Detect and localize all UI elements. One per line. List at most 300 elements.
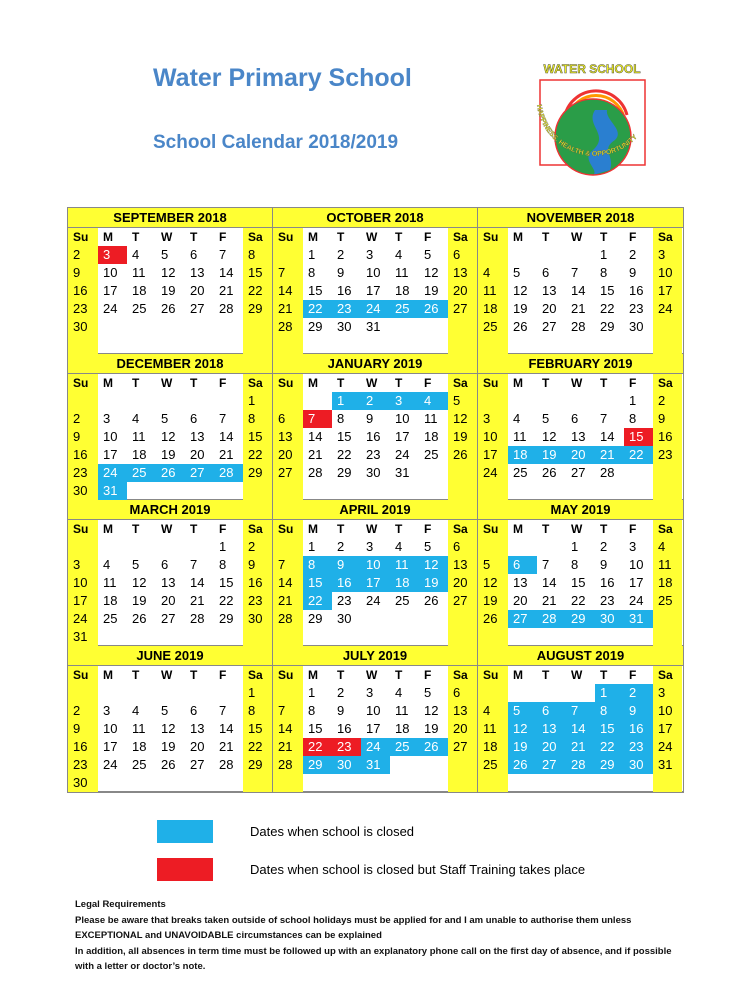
month-days [68,520,272,646]
day-cell: 3 [103,411,111,426]
day-cell: 16 [68,446,98,464]
weekday-header: T [337,668,345,682]
weekday-header: T [337,230,345,244]
day-cell: 13 [448,702,477,720]
weekday-header: T [600,522,608,536]
day-cell: 26 [424,593,439,608]
day-cell: 19 [448,428,477,446]
weekday-header: Su [68,666,98,684]
empty-cell [566,392,595,410]
empty-cell [508,392,537,410]
day-cell: 14 [273,282,303,300]
day-cell: 18 [390,574,419,592]
empty-cell [185,538,214,556]
day-cell: 16 [624,720,653,738]
weekday-header: Su [68,520,98,538]
day-cell: 8 [337,411,345,426]
empty-cell [508,246,537,264]
empty-cell [390,610,419,628]
day-cell: 28 [600,465,615,480]
day-cell: 8 [243,702,272,720]
empty-cell [185,628,214,646]
empty-cell [332,628,361,646]
day-cell: 19 [424,283,439,298]
empty-cell [273,246,303,264]
day-cell: 11 [395,265,409,280]
day-cell: 21 [219,283,234,298]
weekday-header: W [571,668,583,682]
day-cell: 28 [537,610,566,628]
day-cell: 28 [566,756,595,774]
day-cell: 11 [478,720,508,738]
day-cell: 29 [337,465,352,480]
day-cell: 4 [132,411,140,426]
day-cell: 6 [508,556,537,574]
day-cell: 28 [219,301,234,316]
day-cell: 26 [508,756,537,774]
day-cell: 16 [337,283,352,298]
day-cell: 17 [653,282,682,300]
day-cell: 25 [132,301,147,316]
empty-cell [508,538,537,556]
day-cell: 2 [337,539,345,554]
day-cell: 5 [161,411,169,426]
empty-cell [185,318,214,336]
empty-cell [508,774,537,792]
day-cell: 31 [366,319,381,334]
empty-cell [478,336,508,354]
day-cell: 27 [448,738,477,756]
day-cell: 20 [190,447,205,462]
empty-cell [537,538,566,556]
day-cell: 5 [424,685,432,700]
legend-training-label: Dates when school is closed but Staff Training takes place [250,862,586,877]
day-cell: 4 [395,247,403,262]
day-cell: 28 [214,464,243,482]
month-block [273,354,478,500]
day-cell: 19 [132,593,147,608]
day-cell: 7 [219,411,227,426]
day-cell: 6 [190,247,198,262]
day-cell: 12 [542,429,557,444]
weekday-header: Sa [243,228,272,246]
empty-cell [508,684,537,702]
day-cell: 3 [366,539,374,554]
day-cell: 30 [337,611,352,626]
day-cell: 22 [303,592,332,610]
day-cell: 1 [571,539,579,554]
day-cell: 4 [419,392,448,410]
day-cell: 22 [243,282,272,300]
day-cell: 17 [629,575,644,590]
day-cell: 18 [478,300,508,318]
day-cell: 23 [332,738,361,756]
weekday-header: Su [478,374,508,392]
empty-cell [156,684,185,702]
empty-cell [448,482,477,500]
legend-closed-swatch [157,820,213,843]
day-cell: 25 [127,464,156,482]
day-cell: 17 [103,447,118,462]
day-cell: 23 [68,300,98,318]
day-cell: 10 [103,429,118,444]
empty-cell [624,482,653,500]
empty-cell [332,482,361,500]
day-cell: 11 [478,282,508,300]
month-days [273,374,477,500]
day-cell: 11 [103,575,117,590]
day-cell: 16 [629,283,644,298]
day-cell: 9 [624,702,653,720]
day-cell: 25 [478,756,508,774]
day-cell: 8 [629,411,637,426]
weekday-header: T [542,668,550,682]
weekday-header: Su [273,374,303,392]
empty-cell [243,336,272,354]
day-cell: 23 [332,300,361,318]
empty-cell [537,774,566,792]
weekday-header: T [395,668,403,682]
weekday-header: M [103,376,113,390]
weekday-header: W [161,376,173,390]
day-cell: 9 [332,556,361,574]
day-cell: 20 [273,446,303,464]
day-cell: 27 [448,592,477,610]
empty-cell [419,610,448,628]
day-cell: 10 [361,556,390,574]
day-cell: 21 [273,592,303,610]
day-cell: 23 [243,592,272,610]
weekday-header: Sa [243,666,272,684]
day-cell: 16 [68,282,98,300]
day-cell: 7 [273,556,303,574]
day-cell: 28 [190,611,205,626]
empty-cell [595,482,624,500]
day-cell: 24 [653,300,682,318]
empty-cell [448,336,477,354]
day-cell: 28 [273,318,303,336]
empty-cell [624,628,653,646]
empty-cell [537,684,566,702]
day-cell: 5 [508,702,537,720]
empty-cell [390,482,419,500]
day-cell: 2 [68,410,98,428]
empty-cell [68,392,98,410]
empty-cell [566,336,595,354]
day-cell: 28 [219,757,234,772]
day-cell: 11 [424,411,438,426]
weekday-header: F [424,230,432,244]
day-cell: 21 [308,447,323,462]
day-cell: 9 [600,557,608,572]
day-cell: 4 [395,685,403,700]
empty-cell [214,318,243,336]
day-cell: 5 [424,539,432,554]
legend-training-swatch [157,858,213,881]
empty-cell [243,318,272,336]
day-cell: 30 [624,756,653,774]
day-cell: 25 [132,757,147,772]
day-cell: 22 [303,300,332,318]
day-cell: 6 [537,702,566,720]
day-cell: 12 [513,283,528,298]
day-cell: 5 [161,247,169,262]
empty-cell [595,774,624,792]
day-cell: 13 [190,429,205,444]
legal-requirements [75,897,675,975]
day-cell: 3 [68,556,98,574]
day-cell: 7 [571,265,579,280]
day-cell: 15 [303,574,332,592]
school-logo [515,55,670,200]
weekday-header: T [132,376,140,390]
empty-cell [273,336,303,354]
month-days [68,374,272,500]
weekday-header: T [395,522,403,536]
weekday-header: Su [478,520,508,538]
weekday-header: Su [68,374,98,392]
empty-cell [419,336,448,354]
weekday-header: T [542,230,550,244]
day-cell: 29 [243,464,272,482]
day-cell: 17 [366,721,381,736]
empty-cell [390,628,419,646]
day-cell: 13 [513,575,528,590]
empty-cell [303,336,332,354]
day-cell: 6 [190,703,198,718]
day-cell: 26 [132,611,147,626]
day-cell: 5 [542,411,550,426]
weekday-header: T [132,668,140,682]
day-cell: 30 [68,482,98,500]
weekday-header: F [629,668,637,682]
empty-cell [156,392,185,410]
day-cell: 12 [161,265,176,280]
weekday-header: T [132,522,140,536]
day-cell: 1 [308,685,316,700]
empty-cell [273,774,303,792]
day-cell: 6 [161,557,169,572]
day-cell: 3 [653,246,682,264]
day-cell: 9 [68,264,98,282]
day-cell: 8 [243,410,272,428]
day-cell: 21 [273,738,303,756]
day-cell: 2 [337,247,345,262]
day-cell: 27 [542,319,557,334]
empty-cell [303,774,332,792]
day-cell: 15 [624,428,653,446]
day-cell: 14 [571,283,586,298]
day-cell: 22 [243,738,272,756]
day-cell: 2 [243,538,272,556]
day-cell: 16 [600,575,615,590]
empty-cell [566,684,595,702]
empty-cell [448,464,477,482]
day-cell: 4 [478,264,508,282]
day-cell: 4 [478,702,508,720]
day-cell: 18 [395,283,410,298]
day-cell: 27 [571,465,586,480]
day-cell: 9 [68,428,98,446]
day-cell: 31 [395,465,410,480]
day-cell: 6 [190,411,198,426]
day-cell: 22 [624,446,653,464]
weekday-header: T [600,668,608,682]
day-cell: 13 [542,283,557,298]
day-cell: 28 [273,610,303,628]
day-cell: 9 [366,411,374,426]
day-cell: 19 [161,447,176,462]
month-days [68,228,272,354]
day-cell: 25 [395,593,410,608]
weekday-header: M [513,230,523,244]
day-cell: 26 [513,319,528,334]
empty-cell [624,774,653,792]
empty-cell [273,392,303,410]
day-cell: 18 [653,574,682,592]
day-cell: 18 [132,447,147,462]
empty-cell [566,482,595,500]
day-cell: 6 [448,246,477,264]
day-cell: 15 [337,429,352,444]
empty-cell [98,774,127,792]
day-cell: 22 [337,447,352,462]
empty-cell [419,774,448,792]
day-cell: 26 [419,300,448,318]
weekday-header: M [103,230,113,244]
weekday-header: Sa [653,666,682,684]
empty-cell [537,336,566,354]
day-cell: 18 [478,738,508,756]
weekday-header: M [308,522,318,536]
day-cell: 24 [629,593,644,608]
day-cell: 12 [448,410,477,428]
day-cell: 24 [103,757,118,772]
month-block [273,500,478,646]
day-cell: 29 [566,610,595,628]
day-cell: 10 [103,721,118,736]
weekday-header: F [219,522,227,536]
day-cell: 5 [161,703,169,718]
empty-cell [419,628,448,646]
weekday-header: F [219,230,227,244]
weekday-header: F [219,376,227,390]
day-cell: 9 [243,556,272,574]
day-cell: 15 [571,575,586,590]
weekday-header: Su [273,666,303,684]
empty-cell [127,482,156,500]
empty-cell [127,392,156,410]
day-cell: 11 [653,556,682,574]
empty-cell [448,774,477,792]
empty-cell [214,482,243,500]
day-cell: 13 [161,575,176,590]
day-cell: 26 [448,446,477,464]
day-cell: 16 [653,428,682,446]
day-cell: 8 [219,557,227,572]
day-cell: 28 [308,465,323,480]
day-cell: 15 [219,575,234,590]
empty-cell [653,318,682,336]
month-block [68,500,273,646]
empty-cell [448,628,477,646]
weekday-header: T [395,376,403,390]
day-cell: 24 [103,301,118,316]
empty-cell [243,628,272,646]
day-cell: 20 [537,738,566,756]
empty-cell [537,628,566,646]
empty-cell [595,336,624,354]
month-title: DECEMBER 2018 [68,354,272,374]
day-cell: 8 [600,265,608,280]
empty-cell [653,336,682,354]
empty-cell [127,774,156,792]
empty-cell [98,538,127,556]
day-cell: 10 [103,265,118,280]
day-cell: 10 [653,264,682,282]
empty-cell [332,336,361,354]
day-cell: 7 [273,702,303,720]
weekday-header: T [337,376,345,390]
day-cell: 16 [243,574,272,592]
day-cell: 28 [273,756,303,774]
empty-cell [273,538,303,556]
empty-cell [68,336,98,354]
empty-cell [361,774,390,792]
day-cell: 29 [308,319,323,334]
school-name: Water Primary School [153,64,412,92]
legend-closed-label: Dates when school is closed [250,824,415,839]
day-cell: 2 [624,684,653,702]
calendar-title: School Calendar 2018/2019 [153,132,399,153]
weekday-header: W [161,522,173,536]
day-cell: 19 [508,738,537,756]
day-cell: 6 [448,684,477,702]
day-cell: 21 [273,300,303,318]
day-cell: 27 [190,301,205,316]
day-cell: 20 [542,301,557,316]
month-title: OCTOBER 2018 [273,208,477,228]
day-cell: 23 [68,464,98,482]
day-cell: 22 [243,446,272,464]
month-title: SEPTEMBER 2018 [68,208,272,228]
month-title: APRIL 2019 [273,500,477,520]
day-cell: 19 [478,592,508,610]
day-cell: 22 [571,593,586,608]
day-cell: 10 [653,702,682,720]
empty-cell [127,318,156,336]
day-cell: 2 [600,539,608,554]
month-block [68,354,273,500]
day-cell: 10 [395,411,410,426]
day-cell: 9 [653,410,682,428]
weekday-header: W [571,522,583,536]
weekday-header: T [190,230,198,244]
day-cell: 22 [600,301,615,316]
day-cell: 12 [161,721,176,736]
day-cell: 28 [571,319,586,334]
day-cell: 16 [68,738,98,756]
day-cell: 31 [624,610,653,628]
day-cell: 11 [132,429,146,444]
empty-cell [127,684,156,702]
calendar-grid [67,207,684,793]
day-cell: 3 [366,247,374,262]
day-cell: 2 [337,685,345,700]
day-cell: 10 [629,557,644,572]
weekday-header: Su [478,228,508,246]
day-cell: 17 [653,720,682,738]
